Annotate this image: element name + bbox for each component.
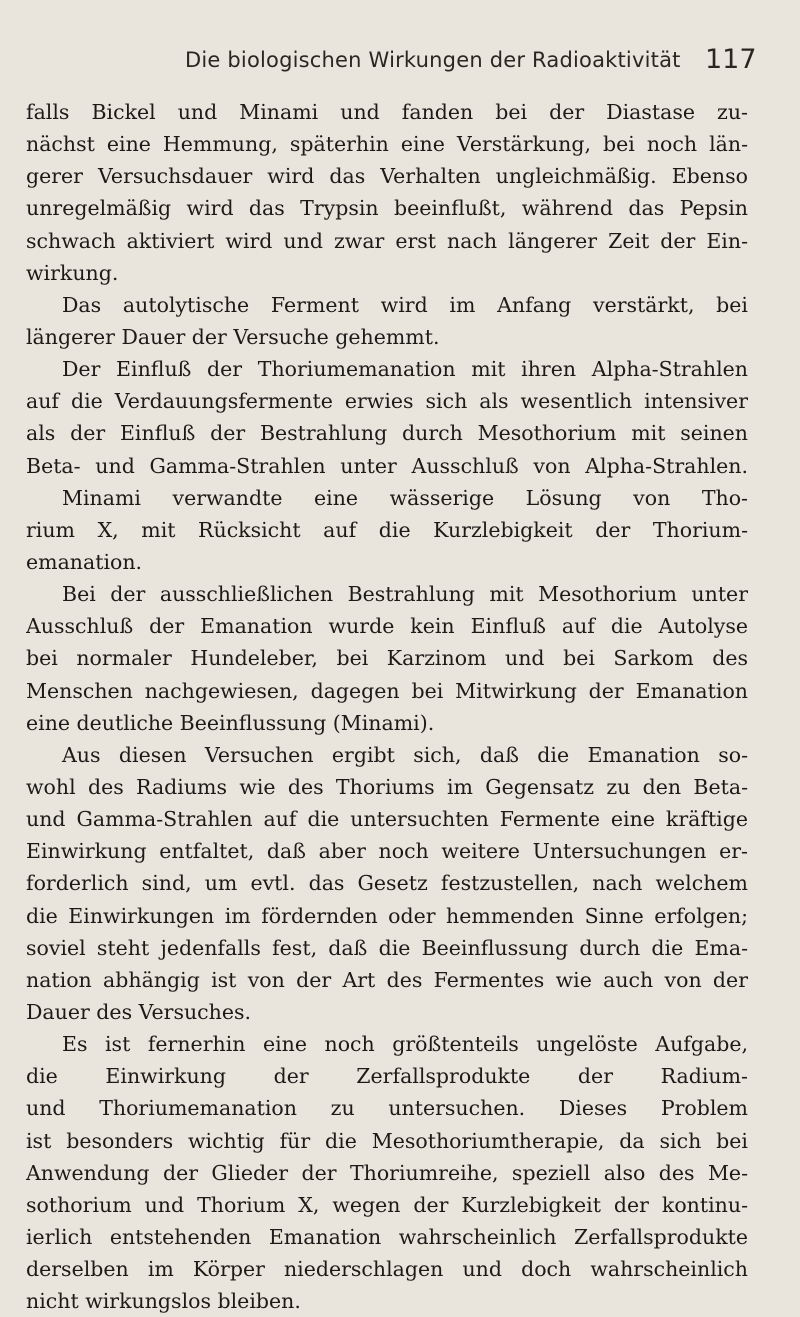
text-line: und Thoriumemanation zu untersuchen. Dieses Problem [26, 1096, 748, 1121]
text-line: auf die Verdauungsfermente erwies sich als wesentlich intensiver [26, 389, 748, 414]
text-line: forderlich sind, um evtl. das Gesetz festzustellen, nach welchem [26, 871, 748, 896]
running-head [0, 44, 800, 84]
text-line: längerer Dauer der Versuche gehemmt. [26, 324, 440, 349]
text-line: Aus diesen Versuchen ergibt sich, daß die Emanation so- [62, 742, 748, 767]
text-line: die Einwirkung der Zerfallsprodukte der Radium- [26, 1064, 748, 1089]
text-line: die Einwirkungen im fördernden oder hemmenden Sinne erfolgen; [26, 903, 748, 928]
text-line: ierlich entstehenden Emanation wahrscheinlich Zerfallsprodukte [26, 1224, 748, 1249]
text-line: schwach aktiviert wird und zwar erst nach längerer Zeit der Ein- [26, 228, 748, 253]
text-line: Bei der ausschließlichen Bestrahlung mit Mesothorium unter [62, 582, 748, 607]
text-line: gerer Versuchsdauer wird das Verhalten ungleichmäßig. Ebenso [26, 164, 748, 189]
text-line: ist besonders wichtig für die Mesothoriumtherapie, da sich bei [26, 1128, 748, 1153]
text-line: nation abhängig ist von der Art des Fermentes wie auch von der [26, 967, 748, 992]
text-line: Einwirkung entfaltet, daß aber noch weitere Untersuchungen er- [26, 839, 748, 864]
body-text [26, 96, 748, 1317]
text-line: unregelmäßig wird das Trypsin beeinflußt, während das Pepsin [26, 196, 748, 221]
text-line: nächst eine Hemmung, späterhin eine Verstärkung, bei noch län- [26, 132, 748, 157]
text-line: soviel steht jedenfalls fest, daß die Beeinflussung durch die Ema- [26, 935, 748, 960]
text-line: bei normaler Hundeleber, bei Karzinom und bei Sarkom des [26, 646, 748, 671]
text-line: Der Einfluß der Thoriumemanation mit ihren Alpha-Strahlen [62, 357, 748, 382]
page-number: 117 [705, 44, 757, 75]
running-title: Die biologischen Wirkungen der Radioaktivität [185, 48, 681, 72]
text-line: wohl des Radiums wie des Thoriums im Gegensatz zu den Beta- [26, 774, 748, 799]
text-line: emanation. [26, 549, 143, 574]
text-line: Das autolytische Ferment wird im Anfang verstärkt, bei [62, 292, 748, 317]
text-line: eine deutliche Beeinflussung (Minami). [26, 710, 435, 735]
text-line: Menschen nachgewiesen, dagegen bei Mitwirkung der Emanation [26, 678, 748, 703]
text-line: Anwendung der Glieder der Thoriumreihe, speziell also des Me- [26, 1160, 748, 1185]
text-line: Minami verwandte eine wässerige Lösung von Tho- [62, 485, 748, 510]
text-line: Ausschluß der Emanation wurde kein Einfluß auf die Autolyse [26, 614, 748, 639]
text-line: wirkung. [26, 260, 119, 285]
text-line: derselben im Körper niederschlagen und doch wahrscheinlich [26, 1257, 748, 1282]
text-line: Beta- und Gamma-Strahlen unter Ausschluß von Alpha-Strahlen. [26, 453, 748, 478]
text-line: Es ist fernerhin eine noch größtenteils ungelöste Aufgabe, [62, 1032, 748, 1057]
text-line: als der Einfluß der Bestrahlung durch Mesothorium mit seinen [26, 421, 748, 446]
text-line: Dauer des Versuches. [26, 999, 252, 1024]
text-line: rium X, mit Rücksicht auf die Kurzlebigkeit der Thorium- [26, 517, 748, 542]
text-line: und Gamma-Strahlen auf die untersuchten Fermente eine kräftige [26, 807, 748, 832]
text-line: falls Bickel und Minami und fanden bei der Diastase zu- [26, 100, 748, 124]
text-line: nicht wirkungslos bleiben. [26, 1289, 301, 1314]
text-line: sothorium und Thorium X, wegen der Kurzlebigkeit der kontinu- [26, 1192, 748, 1217]
